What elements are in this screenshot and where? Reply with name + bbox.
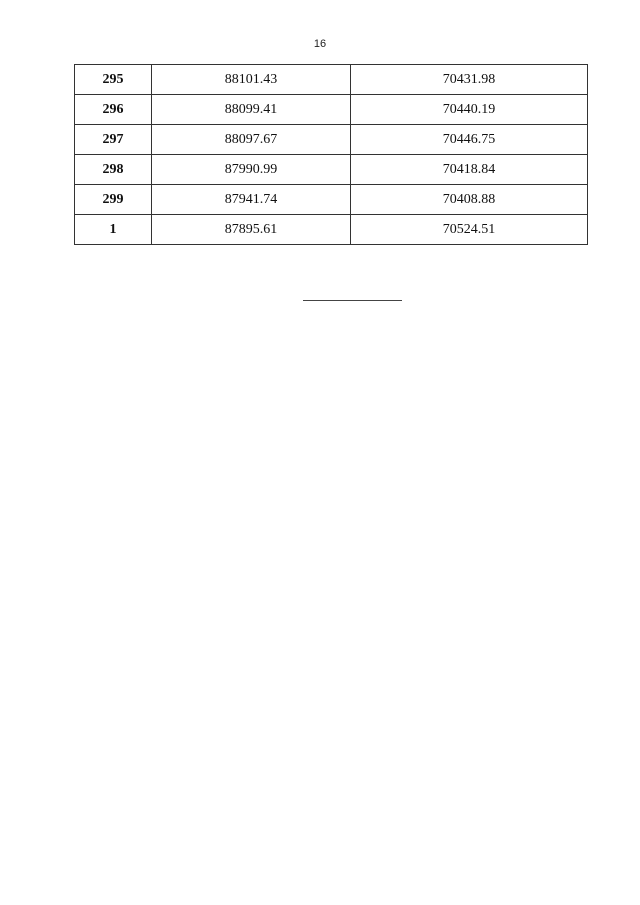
point-number-cell: 298 <box>75 155 152 185</box>
x-coordinate-cell: 88101.43 <box>152 65 351 95</box>
point-number-cell: 296 <box>75 95 152 125</box>
coordinates-table <box>74 64 588 245</box>
table-row <box>75 125 588 155</box>
point-number-cell: 299 <box>75 185 152 215</box>
table-row <box>75 65 588 95</box>
table-row <box>75 155 588 185</box>
y-coordinate-cell: 70431.98 <box>351 65 588 95</box>
x-coordinate-cell: 87895.61 <box>152 215 351 245</box>
page-number: 16 <box>313 38 327 50</box>
x-coordinate-cell: 87990.99 <box>152 155 351 185</box>
point-number-cell: 295 <box>75 65 152 95</box>
table-row <box>75 215 588 245</box>
y-coordinate-cell: 70440.19 <box>351 95 588 125</box>
y-coordinate-cell: 70446.75 <box>351 125 588 155</box>
point-number-cell: 1 <box>75 215 152 245</box>
y-coordinate-cell: 70524.51 <box>351 215 588 245</box>
x-coordinate-cell: 88097.67 <box>152 125 351 155</box>
y-coordinate-cell: 70418.84 <box>351 155 588 185</box>
x-coordinate-cell: 87941.74 <box>152 185 351 215</box>
table-row <box>75 95 588 125</box>
y-coordinate-cell: 70408.88 <box>351 185 588 215</box>
table-row <box>75 185 588 215</box>
x-coordinate-cell: 88099.41 <box>152 95 351 125</box>
end-of-document-rule <box>303 300 402 301</box>
point-number-cell: 297 <box>75 125 152 155</box>
